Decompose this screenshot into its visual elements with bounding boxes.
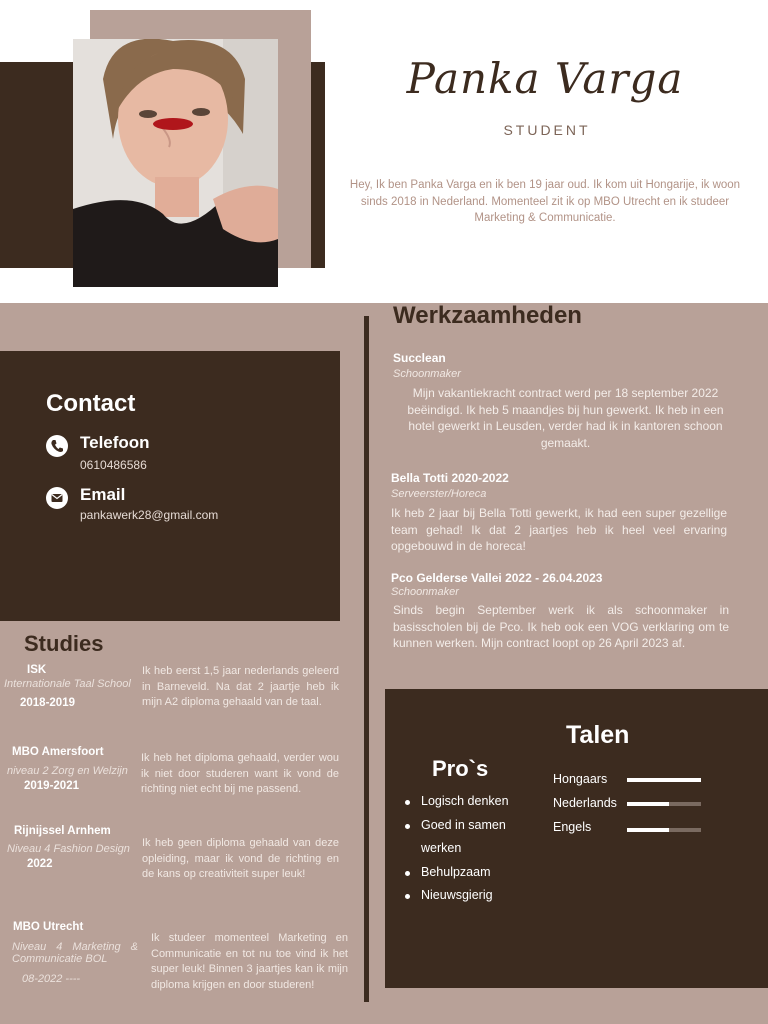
phone-number[interactable]: 0610486586 [80,458,147,472]
contact-heading: Contact [46,390,136,417]
work-title: Pco Gelderse Vallei 2022 - 26.04.2023 [391,571,603,585]
column-divider [364,316,369,1002]
language-level-fill [627,828,669,832]
work-role: Schoonmaker [391,586,459,598]
study-year: 2019-2021 [24,780,79,792]
study-level: niveau 2 Zorg en Welzijn [7,765,128,777]
study-description: Ik studeer momenteel Marketing en Communicatie en tot nu toe vind ik het super leuk! Binnen 3 jaartjes kan ik mijn diploma krijgen en door studeren! [151,932,348,991]
study-level: Niveau 4 Marketing & Communicatie BOL [12,941,138,965]
work-role: Serveerster/Horeca [391,488,487,500]
language-level-track [627,802,701,806]
pro-item: Logisch denken [405,790,531,814]
studies-heading: Studies [24,631,104,656]
person-role: STUDENT [503,122,591,138]
work-description: Sinds begin September werk ik als schoonmaker in basisscholen bij de Pco. Ik heb ook een VOG verklaring om te kunnen werken. Mijn contract loopt op 26 April 2023 af. [393,603,729,650]
phone-label: Telefoon [80,433,150,452]
work-description: Ik heb 2 jaar bij Bella Totti gewerkt, ik had een super gezellige team gehad! Ik dat 2 jaartjes heb ik heel veel ervaring opgebouwd in de horeca! [391,506,727,553]
study-school: ISK [27,664,47,676]
email-label: Email [80,485,126,504]
language-level-fill [627,802,669,806]
study-school: MBO Amersfoort [12,746,104,758]
language-level-track [627,828,701,832]
pro-item: Goed in samen werken [405,814,531,861]
email-icon [46,487,68,509]
work-description: Mijn vakantiekracht contract werd per 18 september 2022 beëindigd. Ik heb 5 maandjes bij hun gewerkt. Ik heb in een hotel gewerkt in Leusden, verder had ik in kantoren schoon gemaakt. [407,386,724,450]
email-address[interactable]: pankawerk28@gmail.com [80,508,219,522]
study-school: Rijnijssel Arnhem [14,825,111,837]
language-name: Hongaars [553,772,608,786]
study-level: Niveau 4 Fashion Design [7,843,130,855]
work-title: Succlean [393,351,446,365]
pros-list [405,790,531,908]
study-description: Ik heb het diploma gehaald, verder wou ik niet door studeren want ik vond de richting niet echt bij me passend. [141,752,339,795]
pro-item: Nieuwsgierig [405,884,531,908]
study-year: 2018-2019 [20,697,75,709]
work-role: Schoonmaker [393,368,461,380]
pro-item: Behulpzaam [405,861,531,885]
pros-heading: Pro`s [432,756,489,781]
study-description: Ik heb eerst 1,5 jaar nederlands geleerd in Barneveld. Na dat 2 jaartje heb ik mijn A2 diploma gehaald van de taal. [142,665,339,708]
language-level-fill [627,778,701,782]
person-name: Panka Varga [406,54,684,103]
phone-icon [46,435,68,457]
study-level: Internationale Taal School [4,678,131,690]
study-year: 2022 [27,858,53,870]
study-description: Ik heb geen diploma gehaald van deze opleiding, maar ik vond de richting en de kans op creativiteit super leuk! [142,837,339,880]
study-year: 08-2022 ---- [22,973,81,985]
language-name: Nederlands [553,796,617,810]
study-school: MBO Utrecht [13,921,84,933]
work-title: Bella Totti 2020-2022 [391,471,509,485]
languages-heading: Talen [566,721,630,749]
intro-text: Hey, Ik ben Panka Varga en ik ben 19 jaar oud. Ik kom uit Hongarije, ik woon sinds 2018 in Nederland. Momenteel zit ik op MBO Utrecht en ik studeer Marketing & Communicatie. [349,179,741,224]
language-name: Engels [553,820,592,834]
profile-photo [73,39,278,287]
work-heading: Werkzaamheden [393,302,582,329]
language-level-track [627,778,701,782]
